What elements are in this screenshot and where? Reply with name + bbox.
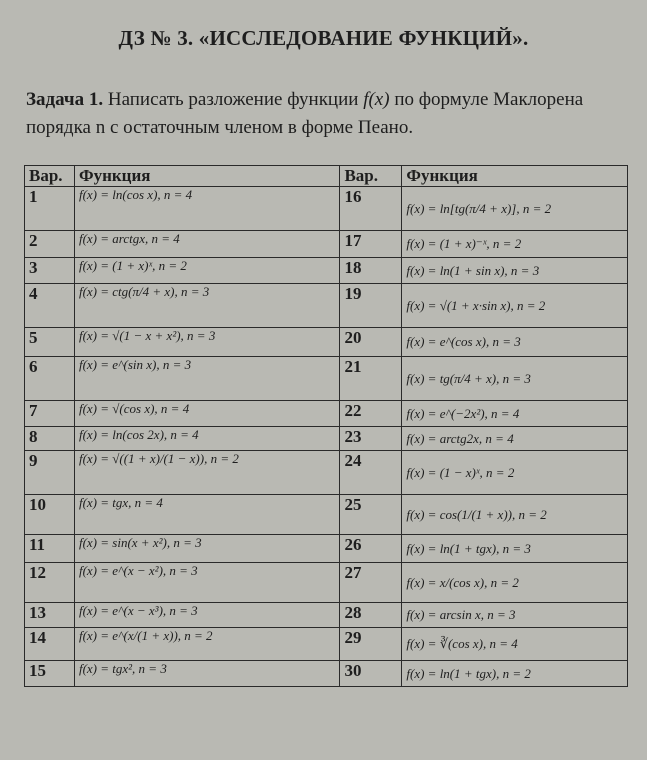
variant-number: 9 xyxy=(25,451,75,495)
function-cell: f(x) = √(cos x), n = 4 xyxy=(74,401,339,427)
variants-table xyxy=(24,165,628,687)
variant-number: 26 xyxy=(340,535,402,563)
task-text-before: Написать разложение функции xyxy=(103,89,364,110)
function-cell: f(x) = e^(cos x), n = 3 xyxy=(402,328,628,357)
variant-number: 23 xyxy=(340,427,402,451)
table-row xyxy=(25,661,628,687)
function-cell: f(x) = ctg(π/4 + x), n = 3 xyxy=(74,284,339,328)
variant-number: 7 xyxy=(25,401,75,427)
function-cell: f(x) = x/(cos x), n = 2 xyxy=(402,563,628,603)
function-cell: f(x) = ln(1 + tgx), n = 2 xyxy=(402,661,628,687)
task-fx: f(x) xyxy=(363,89,390,110)
function-cell: f(x) = arctg2x, n = 4 xyxy=(402,427,628,451)
table-row xyxy=(25,187,628,231)
function-cell: f(x) = e^(sin x), n = 3 xyxy=(74,357,339,401)
function-cell: f(x) = e^(−2x²), n = 4 xyxy=(402,401,628,427)
task-text-after: по формуле Маклорена порядка n с остаточным членом в форме Пеано. xyxy=(26,89,584,138)
table-row xyxy=(25,231,628,258)
variant-number: 30 xyxy=(340,661,402,687)
function-cell: f(x) = arctgx, n = 4 xyxy=(74,231,339,258)
function-cell: f(x) = ln[tg(π/4 + x)], n = 2 xyxy=(402,187,628,231)
table-row xyxy=(25,357,628,401)
variant-number: 6 xyxy=(25,357,75,401)
function-cell: f(x) = tg(π/4 + x), n = 3 xyxy=(402,357,628,401)
table-row xyxy=(25,451,628,495)
variant-number: 24 xyxy=(340,451,402,495)
header-variant-left: Вар. xyxy=(25,166,75,187)
variant-number: 18 xyxy=(340,258,402,284)
function-cell: f(x) = (1 + x)⁻ˣ, n = 2 xyxy=(402,231,628,258)
task-label: Задача 1. xyxy=(26,89,104,110)
variant-number: 29 xyxy=(340,628,402,661)
function-cell: f(x) = sin(x + x²), n = 3 xyxy=(74,535,339,563)
variant-number: 16 xyxy=(340,187,402,231)
function-cell: f(x) = ln(1 + sin x), n = 3 xyxy=(402,258,628,284)
variant-number: 2 xyxy=(25,231,75,258)
function-cell: f(x) = ln(1 + tgx), n = 3 xyxy=(402,535,628,563)
task-description xyxy=(26,86,626,142)
variant-number: 12 xyxy=(25,563,75,603)
variant-number: 27 xyxy=(340,563,402,603)
table-row xyxy=(25,328,628,357)
function-cell: f(x) = (1 − x)ˣ, n = 2 xyxy=(402,451,628,495)
variant-number: 22 xyxy=(340,401,402,427)
function-cell: f(x) = tgx², n = 3 xyxy=(74,661,339,687)
header-function-right: Функция xyxy=(402,166,628,187)
function-cell: f(x) = e^(x/(1 + x)), n = 2 xyxy=(74,628,339,661)
function-cell: f(x) = (1 + x)ˣ, n = 2 xyxy=(74,258,339,284)
variant-number: 1 xyxy=(25,187,75,231)
variant-number: 10 xyxy=(25,495,75,535)
table-row xyxy=(25,258,628,284)
table-row xyxy=(25,603,628,628)
table-row xyxy=(25,427,628,451)
variant-number: 17 xyxy=(340,231,402,258)
table-row xyxy=(25,535,628,563)
table-row xyxy=(25,563,628,603)
variant-number: 14 xyxy=(25,628,75,661)
table-row xyxy=(25,401,628,427)
table-row xyxy=(25,284,628,328)
variant-number: 8 xyxy=(25,427,75,451)
variant-number: 25 xyxy=(340,495,402,535)
function-cell: f(x) = arcsin x, n = 3 xyxy=(402,603,628,628)
function-cell: f(x) = e^(x − x²), n = 3 xyxy=(74,563,339,603)
variant-number: 15 xyxy=(25,661,75,687)
header-function-left: Функция xyxy=(74,166,339,187)
header-variant-right: Вар. xyxy=(340,166,402,187)
variant-number: 20 xyxy=(340,328,402,357)
variant-number: 11 xyxy=(25,535,75,563)
function-cell: f(x) = tgx, n = 4 xyxy=(74,495,339,535)
function-cell: f(x) = ∛(cos x), n = 4 xyxy=(402,628,628,661)
function-cell: f(x) = √((1 + x)/(1 − x)), n = 2 xyxy=(74,451,339,495)
function-cell: f(x) = e^(x − x³), n = 3 xyxy=(74,603,339,628)
function-cell: f(x) = ln(cos 2x), n = 4 xyxy=(74,427,339,451)
function-cell: f(x) = √(1 − x + x²), n = 3 xyxy=(74,328,339,357)
variant-number: 3 xyxy=(25,258,75,284)
table-row xyxy=(25,628,628,661)
page-title: ДЗ № 3. «ИССЛЕДОВАНИЕ ФУНКЦИЙ». xyxy=(118,26,529,50)
variant-number: 19 xyxy=(340,284,402,328)
variant-number: 4 xyxy=(25,284,75,328)
variant-number: 28 xyxy=(340,603,402,628)
function-cell: f(x) = cos(1/(1 + x)), n = 2 xyxy=(402,495,628,535)
variant-number: 5 xyxy=(25,328,75,357)
table-row xyxy=(25,495,628,535)
function-cell: f(x) = √(1 + x·sin x), n = 2 xyxy=(402,284,628,328)
variant-number: 21 xyxy=(340,357,402,401)
function-cell: f(x) = ln(cos x), n = 4 xyxy=(74,187,339,231)
variant-number: 13 xyxy=(25,603,75,628)
table-header-row xyxy=(25,166,628,187)
